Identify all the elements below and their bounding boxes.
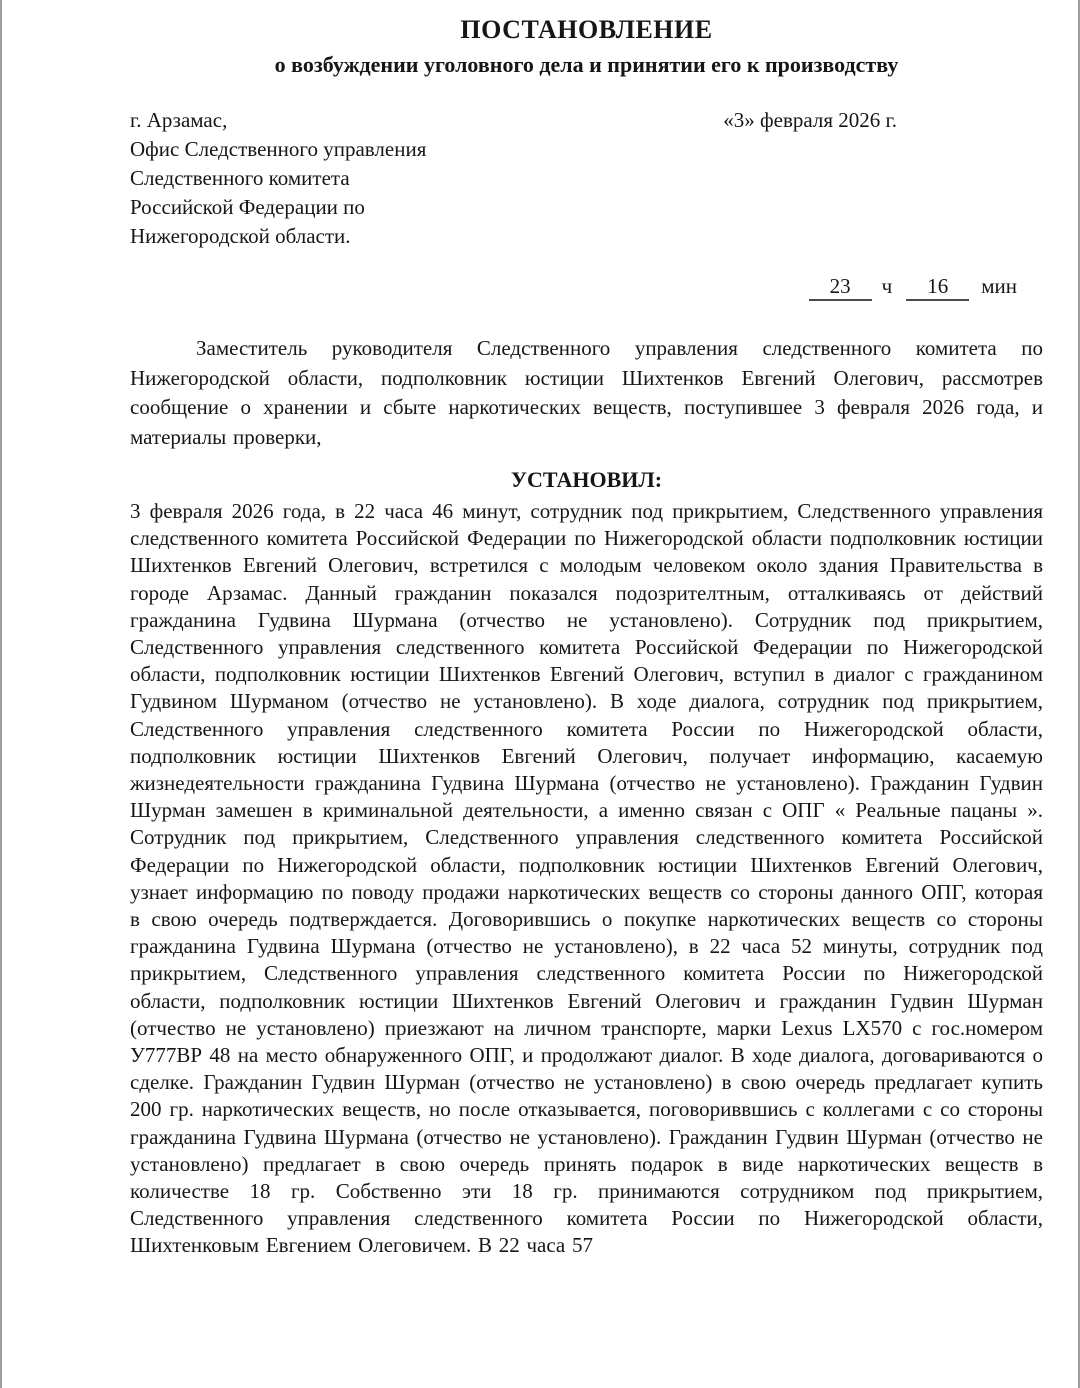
preamble-paragraph: Заместитель руководителя Следственного управления следственного комитета по Нижегородской области, подполковник юстиции Шихтенков Евгений Олегович, рассмотрев сообщение о хранении и сбыте наркотических веществ, поступившее 3 февраля 2026 года, и материалы проверки, <box>130 336 1043 449</box>
minutes-unit-label: мин <box>981 274 1017 298</box>
place-line: г. Арзамас, <box>130 108 228 132</box>
document-title: ПОСТАНОВЛЕНИЕ <box>460 15 713 44</box>
place-line: Офис Следственного управления <box>130 137 427 161</box>
body-paragraph: 3 февраля 2026 года, в 22 часа 46 минут, сотрудник под прикрытием, Следственного управления следственного комитета Российской Федерации по Нижегородской области подполковник юстиции Шихтенков Евгений Олегович, встретился с молодым человеком около здания Правительства в городе Арзамас. Данный гражданин показался подозрителтным, отталкиваясь от действий гражданина Гудвина Шурмана (отчество не установлено). Сотрудник под прикрытием, Следственного управления следственного комитета Российской Федерации по Нижегородской области, подполковник юстиции Шихтенков Евгений Олегович, вступил в диалог с гражданином Гудвином Шурманом (отчество не установлено). В ходе диалога, сотрудник под прикрытием, Следственного управления следственного комитета России по Нижегородской области, подполковник юстиции Шихтенков Евгений Олегович, получает информацию, касаемую жизнедеятельности гражданина Гудвина Шурмана (отчество не установлено). Гражданин Гудвин Шурман замешен в криминальной деятельности, а именно связан с ОПГ « Реальные пацаны ». Сотрудник под прикрытием, Следственного управления следственного комитета Российской Федерации по Нижегородской области, подполковник юстиции Шихтенков Евгений Олегович, узнает информацию по поводу продажи наркотических веществ со стороны данного ОПГ, которая в свою очередь подтверждается. Договорившись о покупке наркотических веществ со стороны гражданина Гудвина Шурмана (отчество не установлено), в 22 часа 52 минуты, сотрудник под прикрытием, Следственного управления следственного комитета России по Нижегородской области, подполковник юстиции Шихтенков Евгений Олегович и гражданин Гудвин Шурман (отчество не установлено) приезжают на личном транспорте, марки Lexus LX570 с гос.номером У777ВР 48 на место обнаруженного ОПГ, и продолжают диалог. В ходе диалога, договариваются о сделке. Гражданин Гудвин Шурман (отчество не установлено) в свою очередь предлагает купить 200 гр. наркотических веществ, но после отказывается, поговориввшись с коллегами с со стороны гражданина Гудвина Шурмана (отчество не установлено). Гражданин Гудвин Шурман (отчество не установлено) предлагает в свою очередь принять подарок в виде наркотических веществ в количестве 18 гр. Собственно эти 18 гр. принимаются сотрудником под прикрытием, Следственного управления следственного комитета России по Нижегородской области, Шихтенковым Евгением Олеговичем. В 22 часа 57 <box>130 499 1043 1258</box>
header-row <box>130 106 1043 251</box>
issue-date: «3» февраля 2026 г. <box>723 108 897 132</box>
document-content <box>130 0 1043 1260</box>
place-line: Российской Федерации по <box>130 195 365 219</box>
minutes-value: 16 <box>906 274 969 301</box>
page-edge-left <box>0 0 2 1388</box>
hours-unit-label: ч <box>881 274 893 298</box>
established-heading: УСТАНОВИЛ: <box>510 467 663 492</box>
hours-value: 23 <box>809 274 872 301</box>
place-block <box>130 106 426 251</box>
time-line <box>130 272 1043 301</box>
place-line: Нижегородской области. <box>130 224 351 248</box>
document-subtitle: о возбуждении уголовного дела и принятии его к производству <box>274 52 899 77</box>
place-line: Следственного комитета <box>130 166 350 190</box>
